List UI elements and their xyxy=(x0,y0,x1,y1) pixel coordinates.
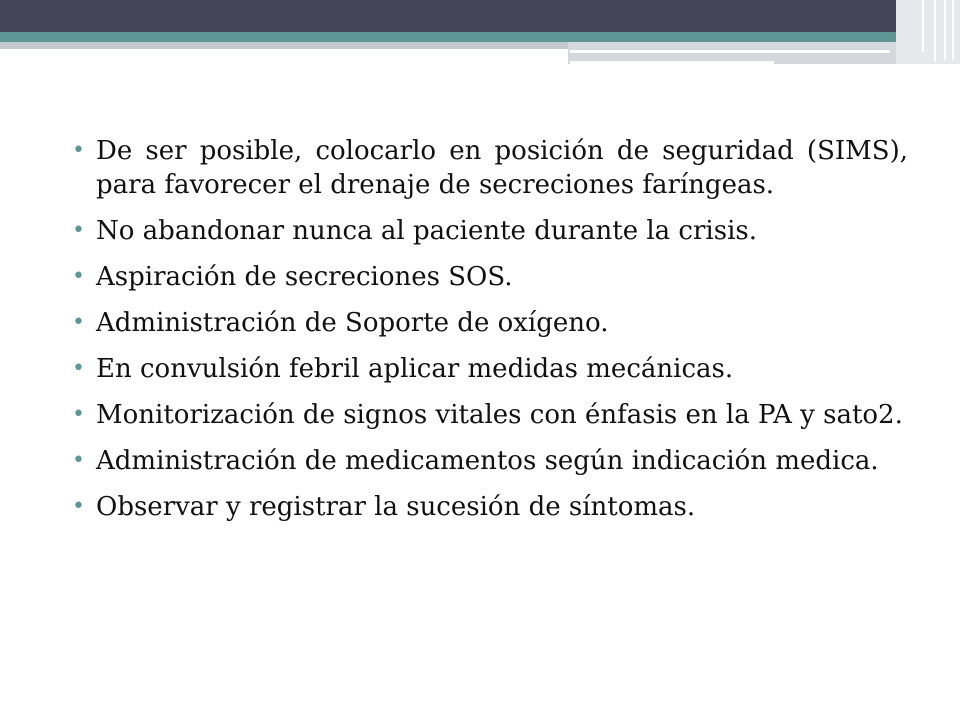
header-accent-line-short xyxy=(570,61,774,64)
header-vertical-line xyxy=(944,0,946,60)
bullet-text: Monitorización de signos vitales con énfasis en la PA y sato2. xyxy=(96,400,903,430)
bullet-dot-icon: • xyxy=(72,138,85,163)
bullet-text: De ser posible, colocarlo en posición de seguridad (SIMS), para favorecer el drenaje de secreciones faríngeas. xyxy=(96,136,908,200)
slide-content xyxy=(72,134,908,536)
bullet-dot-icon: • xyxy=(72,356,85,381)
bullet-item xyxy=(72,490,908,524)
bullet-item xyxy=(72,352,908,386)
bullet-text: No abandonar nunca al paciente durante la crisis. xyxy=(96,216,758,246)
bullet-text: En convulsión febril aplicar medidas mecánicas. xyxy=(96,354,734,384)
bullet-dot-icon: • xyxy=(72,494,85,519)
bullet-item xyxy=(72,260,908,294)
bullet-item xyxy=(72,134,908,202)
bullet-text: Administración de medicamentos según indicación medica. xyxy=(96,446,879,476)
header-dark-band xyxy=(0,0,960,32)
bullet-dot-icon: • xyxy=(72,218,85,243)
bullet-dot-icon: • xyxy=(72,448,85,473)
header-teal-band xyxy=(0,32,960,42)
bullet-dot-icon: • xyxy=(72,264,85,289)
bullet-text: Aspiración de secreciones SOS. xyxy=(96,262,513,292)
bullet-dot-icon: • xyxy=(72,310,85,335)
bullet-text: Administración de Soporte de oxígeno. xyxy=(96,308,609,338)
header-accent-line xyxy=(570,50,890,53)
bullet-text: Observar y registrar la sucesión de síntomas. xyxy=(96,492,696,522)
bullet-dot-icon: • xyxy=(72,402,85,427)
bullet-item xyxy=(72,214,908,248)
header-vertical-line xyxy=(922,0,924,52)
header-vertical-line xyxy=(934,0,936,62)
bullet-item xyxy=(72,306,908,340)
header-corner-block xyxy=(896,0,960,64)
bullet-list xyxy=(72,134,908,524)
bullet-item xyxy=(72,398,908,432)
bullet-item xyxy=(72,444,908,478)
header-vertical-line xyxy=(952,0,954,60)
